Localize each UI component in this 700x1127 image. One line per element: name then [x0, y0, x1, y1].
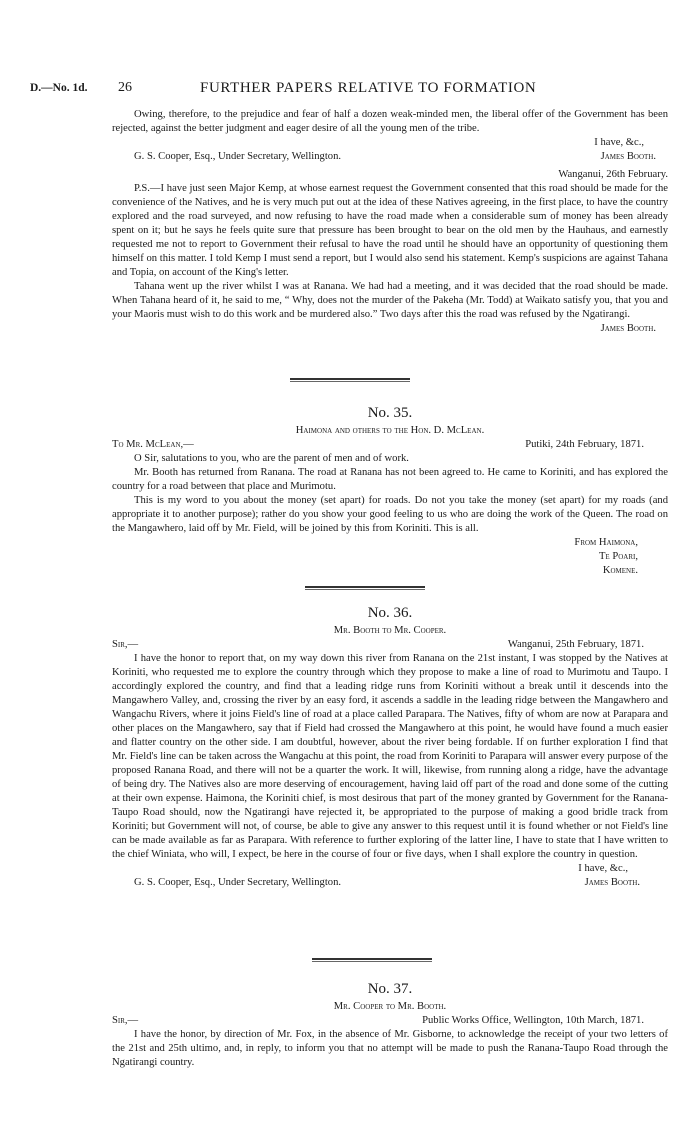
- ps-signature: James Booth.: [600, 323, 656, 334]
- section-divider: [305, 586, 425, 590]
- salutation-row: [112, 1014, 668, 1028]
- signatory: Te Poari,: [598, 551, 638, 562]
- closing: I have, &c.,: [594, 137, 644, 148]
- page-number: 26: [118, 80, 132, 95]
- document-reference: D.—No. 1d.: [30, 82, 88, 94]
- letter-36: [112, 604, 668, 890]
- letter-37: [112, 980, 668, 1070]
- addressee: G. S. Cooper, Esq., Under Secretary, Wellington.: [134, 151, 342, 162]
- postscript-paragraph-2: Tahana went up the river whilst I was at Ranana. We had had a meeting, and it was decided that the road should be made. When Tahana heard of it, he said to me, “ Why, does not the murder of the Pakeha (Mr. Todd) at Waikato satisfy you, that you and your Maoris must wish to do this work and be murdered also.” Two days after this the road was refused by the Ngatirangi.: [112, 281, 668, 320]
- salutation-row: [112, 638, 668, 652]
- paragraph: Owing, therefore, to the prejudice and fear of half a dozen weak-minded men, the liberal offer of the Government has been rejected, against the better judgment and eager desire of all the young men of the tribe.: [112, 109, 668, 134]
- letter-34-continuation: [112, 108, 668, 336]
- letter-number: No. 35.: [367, 405, 413, 421]
- addressee: G. S. Cooper, Esq., Under Secretary, Wellington.: [134, 877, 342, 888]
- signature: James Booth.: [600, 151, 656, 162]
- letter-subtitle: Mr. Booth to Mr. Cooper.: [333, 625, 447, 636]
- paragraph: I have the honor, by direction of Mr. Fox, in the absence of Mr. Gisborne, to acknowledge the receipt of your two letters of the 21st and 25th ultimo, and, in reply, to inform you that no attempt will be made to push the Ranana-Taupo Road through the Ngatirangi country.: [112, 1029, 668, 1068]
- paragraph: I have the honor to report that, on my way down this river from Ranana on the 21st instant, I was stopped by the Natives at Koriniti, who requested me to explore the country through which they propose to make a line of road to Murimotu and Taupo. I accordingly explored the country, and find that a leading ridge runs from Koriniti without a break until it descends into the Mangawhero Valley, and, crossing the river by an easy ford, it ascends a saddle in the leading ridge between the Mangawhero and Wangachu Rivers, where it joins Field's line of road at a place called Parapara. The Natives, fifty of whom are now at Parapara and other places on the Mangawhero, say that if Field had crossed the Mangawhero at this point, he would have found a much easier and flatter country on the other side. I am doubtful, however, about the river being fordable. If on further exploration I find that Mr. Field's line can be taken across the Wangachu at this point, the road from Koriniti to Parapara will answer every purpose of the proposed Ranana Road, and there will not be a quarter the work. It will, likewise, from running along a ridge, have the advantage of being dry. The Natives also are more deserving of encouragement, having laid off part of the road and done some of the cutting at their own expense. Haimona, the Koriniti chief, is most desirous that part of the money granted by Government for the Ranana-Taupo Road should, now the Ngatirangi have rejected it, be appropriated to the purpose of making a good bridle track from Koriniti; but Government will not, of course, be able to give any answer to this request until it is found whether or not Field's line can be made available as far as Parapara. With reference to further exploring of the latter line, I have to state that I have written to the chief Winiata, who will, I expect, be here in the course of four or five days, when I shall explore the country in question.: [112, 653, 668, 860]
- signatory: Komene.: [602, 565, 638, 576]
- closing: I have, &c.,: [578, 863, 628, 874]
- salutation: Sir,—: [112, 1015, 139, 1026]
- page-header: [0, 80, 700, 100]
- section-divider: [312, 958, 432, 962]
- signature: James Booth.: [584, 877, 640, 888]
- letter-subtitle: Mr. Cooper to Mr. Booth.: [333, 1001, 447, 1012]
- paragraph: Mr. Booth has returned from Ranana. The road at Ranana has not been agreed to. He came to Koriniti, and has explored the country for a road between that place and Murimotu.: [112, 467, 668, 492]
- paragraph: This is my word to you about the money (set apart) for roads. Do not you take the money (set apart) for my roads (and appropriate it to another purpose); rather do you show your good feeling to us who are doing the work of the Queen. The road on the Mangawhero, laid off by Mr. Field, will be joined by this from Koriniti. This is all.: [112, 495, 668, 534]
- letter-subtitle: Haimona and others to the Hon. D. McLean.: [295, 425, 485, 436]
- letter-35: [112, 404, 668, 578]
- ps-date: Wanganui, 26th February.: [558, 169, 668, 180]
- page-title: FURTHER PAPERS RELATIVE TO FORMATION: [200, 80, 537, 96]
- postscript-paragraph: P.S.—I have just seen Major Kemp, at whose earnest request the Government consented that this road should be made for the convenience of the Natives, and he is very much put out at the idea of these Natives agreeing, in the first place, to have the country explored and the road surveyed, and now refusing to have the road made when a considerable sum of money has been already spent on it; but he says he feels quite sure that pressure has been brought to bear on the old men by the Hauhaus, and earnestly requested me not to report to Government their refusal to have the road until he should have an opportunity of questioning them himself on this matter. I told Kemp I must send a report, but I would also send his statement. Kemp's suspicions are against Tahana and Topia, on account of the King's letter.: [112, 183, 668, 278]
- signatories: [112, 536, 668, 578]
- letter-number: No. 36.: [367, 605, 413, 621]
- signatory: From Haimona,: [574, 537, 638, 548]
- addressee-row: [112, 150, 668, 164]
- paragraph: O Sir, salutations to you, who are the parent of men and of work.: [134, 453, 409, 464]
- salutation: Sir,—: [112, 639, 139, 650]
- letter-number: No. 37.: [367, 981, 413, 997]
- addressee-row: [112, 876, 668, 890]
- place-date: Public Works Office, Wellington, 10th March, 1871.: [422, 1015, 644, 1026]
- place-date: Wanganui, 25th February, 1871.: [507, 639, 644, 650]
- recipient: To Mr. McLean,—: [112, 439, 194, 450]
- section-divider: [290, 378, 410, 382]
- place-date: Putiki, 24th February, 1871.: [525, 439, 644, 450]
- to-row: [112, 438, 668, 452]
